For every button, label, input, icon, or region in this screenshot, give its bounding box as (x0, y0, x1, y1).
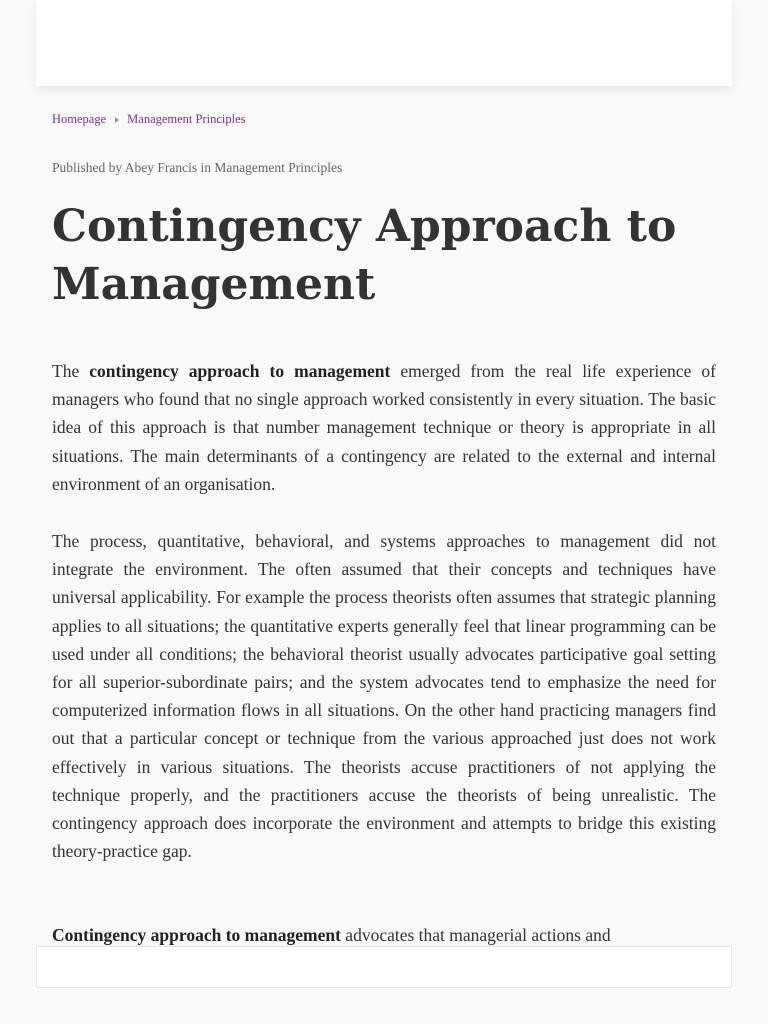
paragraph-1-lead: The (52, 361, 90, 381)
paragraph-1-text: emerged from the real life experience of managers who found that no single approach worked consistently in every situation. The basic idea of this approach is that number management technique or theory is appropriate in all situations. The main determinants of a contingency are related to the external and internal environment of an organisation. (52, 361, 716, 494)
article-title: Contingency Approach to Management (52, 201, 677, 310)
breadcrumb-home-link[interactable]: Homepage (52, 112, 107, 126)
bottom-ad-bar (36, 946, 732, 988)
paragraph-1-bold: contingency approach to management (89, 361, 391, 381)
paragraph-3-bold: Contingency approach to management (52, 925, 341, 945)
paragraph-1 (52, 357, 716, 498)
breadcrumb-separator-icon (115, 117, 119, 123)
paragraph-3 (52, 921, 716, 949)
paragraph-3-text: advocates that managerial actions and (340, 925, 611, 945)
breadcrumb-category-link[interactable]: Management Principles (127, 112, 246, 126)
site-header-bar (36, 0, 732, 86)
article-byline: Published by Abey Francis in Management Principles (52, 160, 343, 175)
paragraph-2: The process, quantitative, behavioral, and systems approaches to management did not integrate the environment. The often assumed that their concepts and techniques have universal applicability. For example the process theorists often assumes that strategic planning applies to all situations; the quantitative experts generally feel that linear programming can be used under all conditions; the behavioral theorist usually advocates participative goal setting for all superior-subordinate pairs; and the system advocates tend to emphasize the need for computerized information flows in all situations. On the other hand practicing managers find out that a particular concept or technique from the various approached just does not work effectively in various situations. The theorists accuse practitioners of not applying the technique properly, and the practitioners accuse the theorists of being unrealistic. The contingency approach does incorporate the environment and attempts to bridge this existing theory-practice gap. (52, 531, 716, 862)
breadcrumb (52, 112, 246, 127)
